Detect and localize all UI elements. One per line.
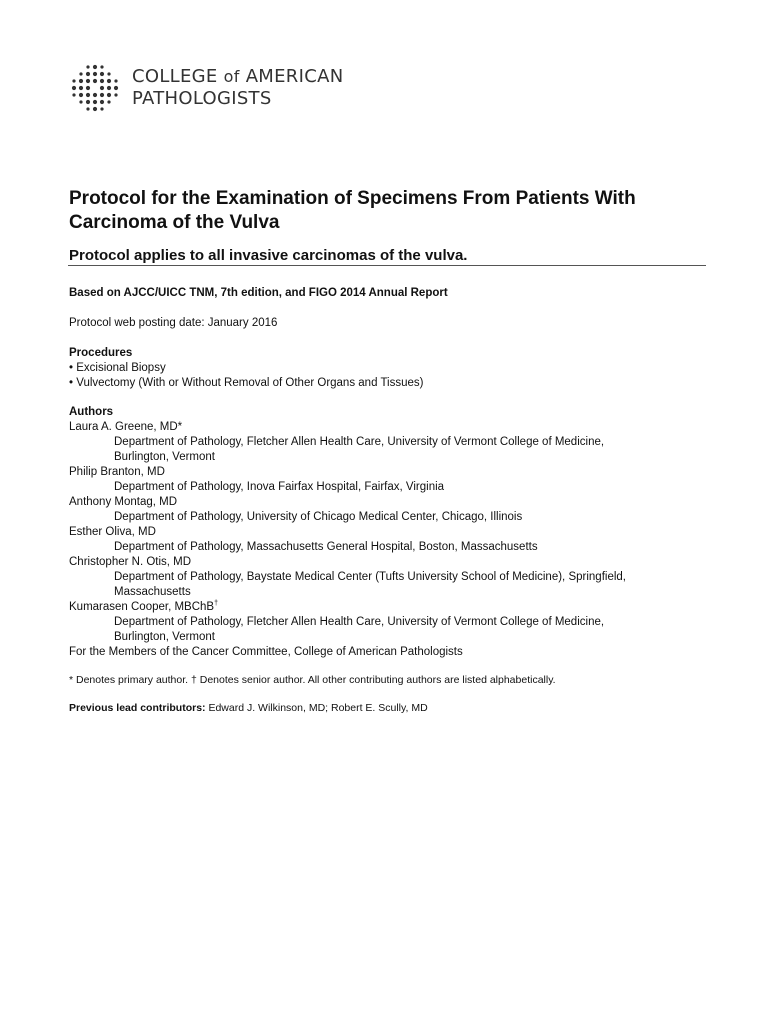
- logo-dot: [107, 86, 111, 90]
- logo-dot: [86, 65, 89, 68]
- logo-dot: [107, 93, 111, 97]
- logo-dot: [79, 86, 83, 90]
- procedures-section: [69, 346, 423, 391]
- logo-dot: [72, 86, 76, 90]
- logo-dot: [100, 86, 104, 90]
- title-divider: [68, 265, 706, 266]
- cap-dot-mark-icon: [69, 62, 121, 114]
- posting-date: Protocol web posting date: January 2016: [69, 317, 278, 329]
- procedures-heading: Procedures: [69, 347, 133, 359]
- procedure-item: • Excisional Biopsy: [69, 362, 166, 374]
- author-affiliation: Department of Pathology, Massachusetts General Hospital, Boston, Massachusetts: [114, 541, 538, 553]
- logo-dot: [86, 93, 90, 97]
- logo-dot: [100, 100, 104, 104]
- logo-wordmark: [132, 66, 343, 110]
- previous-contributors-label: Previous lead contributors:: [69, 702, 206, 714]
- title-line-1: Protocol for the Examination of Specimens From Patients With: [69, 188, 636, 209]
- logo-dot: [79, 100, 82, 103]
- logo-dot: [72, 93, 75, 96]
- author-affiliation: Massachusetts: [114, 586, 191, 598]
- author-affiliation: Department of Pathology, Fletcher Allen Health Care, University of Vermont College of Medicine,: [114, 436, 605, 448]
- author-name-with-mark: [69, 600, 709, 615]
- author-name: Philip Branton, MD: [69, 466, 165, 478]
- logo-word-pathologists: PATHOLOGISTS: [132, 88, 272, 109]
- cap-logo: [69, 62, 343, 114]
- logo-dot: [93, 100, 97, 104]
- author-name: Laura A. Greene, MD*: [69, 421, 183, 433]
- document-title: [69, 187, 699, 235]
- author-affiliation: Department of Pathology, Baystate Medical Center (Tufts University School of Medicine), Springfield,: [114, 571, 626, 583]
- logo-dot: [79, 72, 82, 75]
- logo-dot: [93, 72, 97, 76]
- authors-heading: Authors: [69, 406, 114, 418]
- senior-author-mark: †: [214, 600, 219, 607]
- document-subtitle: Protocol applies to all invasive carcinomas of the vulva.: [69, 247, 468, 264]
- logo-dot: [100, 65, 103, 68]
- logo-dot: [93, 93, 97, 97]
- logo-dot: [100, 93, 104, 97]
- logo-dot: [100, 72, 104, 76]
- logo-dot: [72, 79, 75, 82]
- author-name: Esther Oliva, MD: [69, 526, 156, 538]
- logo-dot: [107, 100, 110, 103]
- logo-dot: [86, 79, 90, 83]
- logo-dot: [107, 72, 110, 75]
- author-notes: * Denotes primary author. † Denotes senior author. All other contributing authors are listed alphabetically.: [69, 674, 556, 686]
- logo-dot: [93, 107, 97, 111]
- author-affiliation: Department of Pathology, University of Chicago Medical Center, Chicago, Illinois: [114, 511, 523, 523]
- logo-dot: [100, 107, 103, 110]
- title-line-2: Carcinoma of the Vulva: [69, 212, 280, 233]
- based-on-statement: Based on AJCC/UICC TNM, 7th edition, and FIGO 2014 Annual Report: [69, 287, 448, 299]
- logo-dot: [114, 86, 118, 90]
- logo-word-american: AMERICAN: [245, 66, 344, 87]
- author-name: Christopher N. Otis, MD: [69, 556, 192, 568]
- author-affiliation: Department of Pathology, Inova Fairfax Hospital, Fairfax, Virginia: [114, 481, 445, 493]
- logo-dot: [79, 93, 83, 97]
- procedure-item: • Vulvectomy (With or Without Removal of Other Organs and Tissues): [69, 377, 424, 389]
- logo-word-college: COLLEGE: [132, 66, 218, 87]
- author-affiliation: Burlington, Vermont: [114, 631, 216, 643]
- logo-dot: [86, 107, 89, 110]
- logo-word-of: of: [223, 67, 240, 86]
- logo-dot: [86, 72, 90, 76]
- previous-contributors-names: Edward J. Wilkinson, MD; Robert E. Scully, MD: [208, 702, 428, 714]
- committee-statement: For the Members of the Cancer Committee, College of American Pathologists: [69, 646, 463, 658]
- logo-dot: [93, 79, 97, 83]
- author-affiliation: Department of Pathology, Fletcher Allen Health Care, University of Vermont College of Medicine,: [114, 616, 605, 628]
- logo-dot: [93, 65, 97, 69]
- previous-contributors: [69, 701, 428, 716]
- logo-dot: [86, 86, 90, 90]
- author-name: Kumarasen Cooper, MBChB: [69, 601, 215, 613]
- author-affiliation: Burlington, Vermont: [114, 451, 216, 463]
- logo-dot: [100, 79, 104, 83]
- logo-dot: [107, 79, 111, 83]
- logo-dot: [114, 93, 117, 96]
- author-name: Anthony Montag, MD: [69, 496, 178, 508]
- authors-section: [69, 405, 709, 660]
- logo-dot: [114, 79, 117, 82]
- logo-dot: [86, 100, 90, 104]
- logo-dot: [79, 79, 83, 83]
